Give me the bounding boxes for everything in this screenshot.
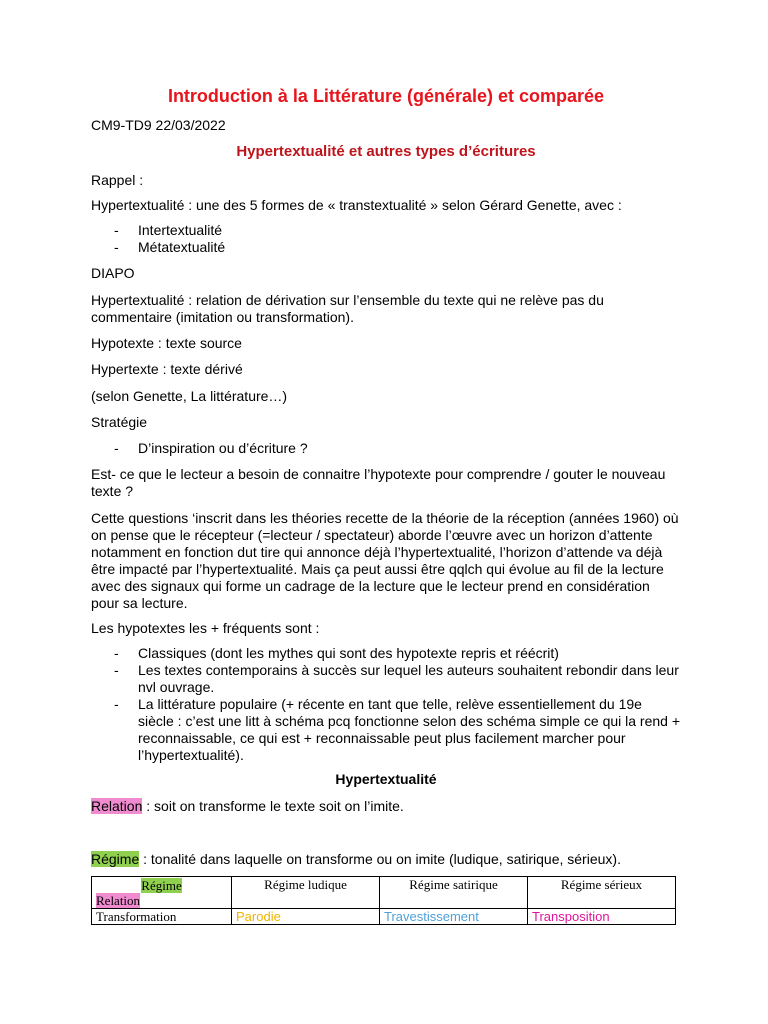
table-header: Régime ludique bbox=[232, 877, 380, 909]
strategie-list bbox=[91, 440, 681, 457]
rappel-label: Rappel : bbox=[91, 172, 144, 188]
course-reference: CM9-TD9 22/03/2022 bbox=[91, 117, 226, 133]
hypotexte-definition: Hypotexte : texte source bbox=[91, 335, 242, 351]
table-header: Régime sérieux bbox=[528, 877, 676, 909]
table-header-row bbox=[92, 877, 676, 909]
document-title: Introduction à la Littérature (générale) et comparée bbox=[167, 86, 605, 106]
regime-highlight: Régime bbox=[91, 851, 140, 867]
table-corner-cell bbox=[92, 877, 232, 909]
regime-line bbox=[91, 851, 681, 868]
diapo-label: DIAPO bbox=[91, 265, 135, 281]
table-row-label: Transformation bbox=[92, 909, 232, 925]
genette-reference: (selon Genette, La littérature…) bbox=[91, 388, 288, 404]
table-cell-transposition: Transposition bbox=[528, 909, 676, 925]
hypertexte-definition: Hypertexte : texte dérivé bbox=[91, 361, 243, 377]
reception-paragraph: Cette questions ‘inscrit dans les théories recette de la théorie de la réception (années 1960) où on pense que le récepteur (=lecteur / spectateur) aborde l’œuvre avec un horizon d’attente notamment en fonction dut tire qui annonce déjà l’hypertextualité, l’horizon d’attende va déjà être impacté par l’hypertextualité. Mais ça peut aussi être qqlch qui évolue au fil de la lecture avec des signaux qui forme un cadrage de la lecture que le lecteur prend en considération pour sa lecture. bbox=[91, 510, 679, 611]
regime-text: : tonalité dans laquelle on transforme ou on imite (ludique, satirique, sérieux). bbox=[139, 851, 621, 867]
frequent-list bbox=[91, 645, 681, 764]
list-item: - Intertextualité bbox=[91, 222, 681, 239]
relation-definition: Hypertextualité : relation de dérivation sur l’ensemble du texte qui ne relève pas du commentaire (imitation ou transformation). bbox=[91, 292, 604, 325]
corner-relation: Relation bbox=[96, 893, 141, 908]
list-item: - D’inspiration ou d’écriture ? bbox=[91, 440, 681, 457]
table-row bbox=[92, 909, 676, 925]
relation-line bbox=[91, 798, 681, 815]
forms-list bbox=[91, 222, 681, 256]
hypertextualite-heading: Hypertextualité bbox=[335, 771, 437, 787]
frequent-intro: Les hypotextes les + fréquents sont : bbox=[91, 620, 320, 636]
list-item: - Les textes contemporains à succès sur lequel les auteurs souhaitent rebondir dans leur nvl ouvrage. bbox=[91, 662, 681, 696]
question-paragraph: Est- ce que le lecteur a besoin de connaitre l’hypotexte pour comprendre / gouter le nouveau texte ? bbox=[91, 466, 666, 499]
list-item: - Métatextualité bbox=[91, 239, 681, 256]
section-subtitle: Hypertextualité et autres types d’écritures bbox=[236, 143, 536, 160]
regime-table bbox=[91, 876, 676, 925]
relation-text: : soit on transforme le texte soit on l’imite. bbox=[142, 798, 404, 814]
list-item: - Classiques (dont les mythes qui sont des hypotexte repris et réécrit) bbox=[91, 645, 681, 662]
table-cell-travestissement: Travestissement bbox=[380, 909, 528, 925]
corner-regime: Régime bbox=[141, 878, 182, 893]
relation-highlight: Relation bbox=[91, 798, 143, 814]
hypertextualite-definition: Hypertextualité : une des 5 formes de « transtextualité » selon Gérard Genette, avec : bbox=[91, 197, 622, 213]
table-header: Régime satirique bbox=[380, 877, 528, 909]
list-item: - La littérature populaire (+ récente en tant que telle, relève essentiellement du 19e siècle : c’est une litt à schéma pcq fonctionne selon des schéma simple ce qui la rend + reconnaissable, ce qui est + reconnaissable peut plus facilement marcher pour l’hypertextualité). bbox=[91, 696, 681, 764]
strategie-label: Stratégie bbox=[91, 414, 148, 430]
table-cell-parodie: Parodie bbox=[232, 909, 380, 925]
